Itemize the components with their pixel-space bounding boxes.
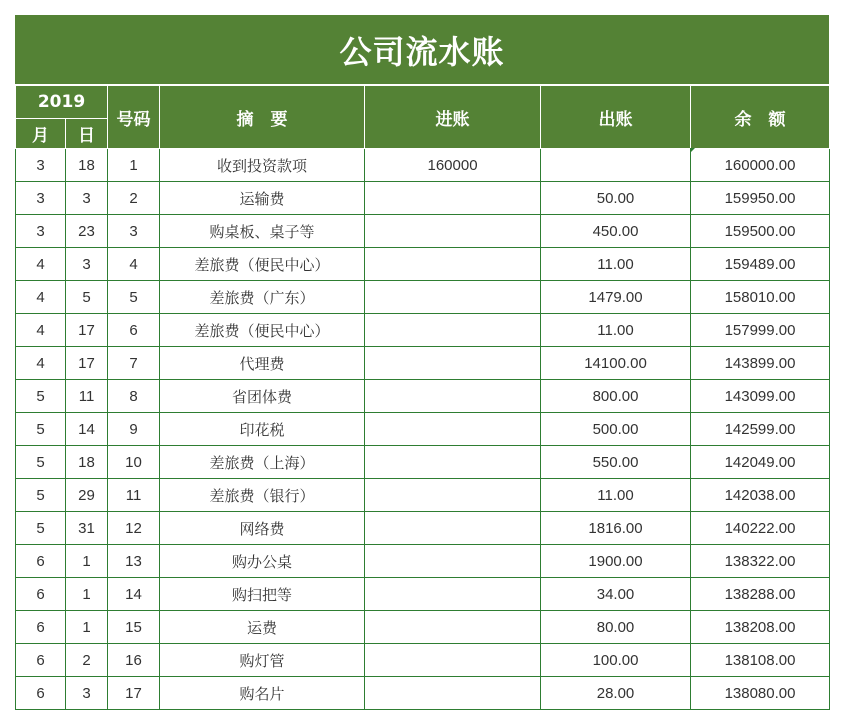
- cell-day[interactable]: 3: [66, 248, 108, 281]
- cell-expense[interactable]: 1900.00: [541, 545, 691, 578]
- table-row: [16, 644, 830, 677]
- cell-balance[interactable]: 142049.00: [691, 446, 830, 479]
- table-row: [16, 512, 830, 545]
- cell-month[interactable]: 5: [16, 413, 66, 446]
- cell-no[interactable]: 10: [108, 446, 160, 479]
- cell-month[interactable]: 4: [16, 314, 66, 347]
- ledger-sheet: [15, 15, 829, 710]
- cell-no[interactable]: 2: [108, 182, 160, 215]
- cell-income[interactable]: [365, 644, 541, 677]
- cell-summary[interactable]: 运输费: [160, 182, 365, 215]
- cell-day[interactable]: 14: [66, 413, 108, 446]
- cell-expense[interactable]: 50.00: [541, 182, 691, 215]
- cell-no[interactable]: 8: [108, 380, 160, 413]
- header-summary[interactable]: 摘 要: [160, 86, 365, 149]
- cell-month[interactable]: 5: [16, 446, 66, 479]
- cell-month[interactable]: 4: [16, 281, 66, 314]
- cell-summary[interactable]: 印花税: [160, 413, 365, 446]
- cell-day[interactable]: 29: [66, 479, 108, 512]
- cell-summary[interactable]: 差旅费（便民中心）: [160, 248, 365, 281]
- cell-balance[interactable]: 142599.00: [691, 413, 830, 446]
- cell-balance[interactable]: 158010.00: [691, 281, 830, 314]
- cell-no[interactable]: 12: [108, 512, 160, 545]
- cell-balance[interactable]: 157999.00: [691, 314, 830, 347]
- table-row: [16, 248, 830, 281]
- table-row: [16, 281, 830, 314]
- header-month[interactable]: 月: [16, 119, 66, 149]
- table-row: [16, 314, 830, 347]
- cell-balance[interactable]: 142038.00: [691, 479, 830, 512]
- table-row: [16, 677, 830, 710]
- cell-no[interactable]: 4: [108, 248, 160, 281]
- table-row: [16, 413, 830, 446]
- cell-expense[interactable]: 1816.00: [541, 512, 691, 545]
- cell-income[interactable]: [365, 446, 541, 479]
- cell-day[interactable]: 3: [66, 677, 108, 710]
- cell-income[interactable]: 160000: [365, 149, 541, 182]
- cell-day[interactable]: 23: [66, 215, 108, 248]
- cell-income[interactable]: [365, 347, 541, 380]
- cell-summary[interactable]: 省团体费: [160, 380, 365, 413]
- ledger-table: [15, 85, 830, 710]
- cell-expense[interactable]: 500.00: [541, 413, 691, 446]
- cell-income[interactable]: [365, 281, 541, 314]
- cell-balance[interactable]: 160000.00: [691, 149, 830, 182]
- cell-no[interactable]: 6: [108, 314, 160, 347]
- cell-expense[interactable]: 1479.00: [541, 281, 691, 314]
- cell-summary[interactable]: 收到投资款项: [160, 149, 365, 182]
- cell-summary[interactable]: 购灯管: [160, 644, 365, 677]
- cell-income[interactable]: [365, 314, 541, 347]
- cell-expense[interactable]: [541, 149, 691, 182]
- table-row: [16, 578, 830, 611]
- cell-expense[interactable]: 450.00: [541, 215, 691, 248]
- cell-income[interactable]: [365, 182, 541, 215]
- cell-summary[interactable]: 购桌板、桌子等: [160, 215, 365, 248]
- cell-summary[interactable]: 购名片: [160, 677, 365, 710]
- cell-summary[interactable]: 差旅费（上海）: [160, 446, 365, 479]
- cell-income[interactable]: [365, 512, 541, 545]
- cell-balance[interactable]: 159500.00: [691, 215, 830, 248]
- cell-summary[interactable]: 网络费: [160, 512, 365, 545]
- header-day[interactable]: 日: [66, 119, 108, 149]
- cell-month[interactable]: 5: [16, 512, 66, 545]
- cell-summary[interactable]: 差旅费（银行）: [160, 479, 365, 512]
- cell-expense[interactable]: 28.00: [541, 677, 691, 710]
- table-row: [16, 545, 830, 578]
- cell-summary[interactable]: 购扫把等: [160, 578, 365, 611]
- cell-income[interactable]: [365, 578, 541, 611]
- cell-balance[interactable]: 143099.00: [691, 380, 830, 413]
- cell-balance[interactable]: 138288.00: [691, 578, 830, 611]
- table-row: [16, 149, 830, 182]
- cell-balance[interactable]: 159950.00: [691, 182, 830, 215]
- cell-balance[interactable]: 138108.00: [691, 644, 830, 677]
- cell-income[interactable]: [365, 215, 541, 248]
- cell-no[interactable]: 13: [108, 545, 160, 578]
- cell-summary[interactable]: 购办公桌: [160, 545, 365, 578]
- cell-balance[interactable]: 138208.00: [691, 611, 830, 644]
- header-expense[interactable]: 出账: [541, 86, 691, 149]
- cell-day[interactable]: 1: [66, 545, 108, 578]
- cell-month[interactable]: 6: [16, 545, 66, 578]
- cell-month[interactable]: 4: [16, 347, 66, 380]
- table-row: [16, 380, 830, 413]
- cell-expense[interactable]: 11.00: [541, 314, 691, 347]
- cell-balance[interactable]: 138322.00: [691, 545, 830, 578]
- cell-income[interactable]: [365, 677, 541, 710]
- cell-no[interactable]: 11: [108, 479, 160, 512]
- cell-income[interactable]: [365, 413, 541, 446]
- header-income[interactable]: 进账: [365, 86, 541, 149]
- cell-summary[interactable]: 运费: [160, 611, 365, 644]
- table-row: [16, 446, 830, 479]
- cell-no[interactable]: 15: [108, 611, 160, 644]
- header-number[interactable]: 号码: [108, 86, 160, 149]
- cell-day[interactable]: 5: [66, 281, 108, 314]
- cell-no[interactable]: 7: [108, 347, 160, 380]
- table-row: [16, 611, 830, 644]
- cell-income[interactable]: [365, 611, 541, 644]
- cell-expense[interactable]: 34.00: [541, 578, 691, 611]
- cell-expense[interactable]: 11.00: [541, 248, 691, 281]
- cell-month[interactable]: 6: [16, 677, 66, 710]
- cell-month[interactable]: 6: [16, 578, 66, 611]
- cell-day[interactable]: 3: [66, 182, 108, 215]
- table-row: [16, 479, 830, 512]
- header-year[interactable]: 2019: [16, 86, 108, 119]
- cell-expense[interactable]: 800.00: [541, 380, 691, 413]
- cell-income[interactable]: [365, 545, 541, 578]
- sheet-title: 公司流水账: [15, 15, 829, 85]
- header-balance[interactable]: 余 额: [691, 86, 830, 149]
- cell-expense[interactable]: 100.00: [541, 644, 691, 677]
- table-row: [16, 182, 830, 215]
- cell-summary[interactable]: 代理费: [160, 347, 365, 380]
- cell-day[interactable]: 18: [66, 446, 108, 479]
- cell-income[interactable]: [365, 380, 541, 413]
- cell-day[interactable]: 2: [66, 644, 108, 677]
- cell-expense[interactable]: 550.00: [541, 446, 691, 479]
- cell-no[interactable]: 5: [108, 281, 160, 314]
- cell-expense[interactable]: 14100.00: [541, 347, 691, 380]
- cell-summary[interactable]: 差旅费（广东）: [160, 281, 365, 314]
- cell-no[interactable]: 16: [108, 644, 160, 677]
- cell-month[interactable]: 3: [16, 149, 66, 182]
- cell-day[interactable]: 18: [66, 149, 108, 182]
- cell-month[interactable]: 5: [16, 479, 66, 512]
- cell-no[interactable]: 9: [108, 413, 160, 446]
- table-row: [16, 215, 830, 248]
- cell-balance[interactable]: 143899.00: [691, 347, 830, 380]
- cell-summary[interactable]: 差旅费（便民中心）: [160, 314, 365, 347]
- cell-day[interactable]: 11: [66, 380, 108, 413]
- cell-month[interactable]: 6: [16, 611, 66, 644]
- cell-day[interactable]: 17: [66, 314, 108, 347]
- cell-day[interactable]: 1: [66, 611, 108, 644]
- cell-income[interactable]: [365, 479, 541, 512]
- cell-no[interactable]: 14: [108, 578, 160, 611]
- cell-balance[interactable]: 159489.00: [691, 248, 830, 281]
- cell-month[interactable]: 5: [16, 380, 66, 413]
- cell-day[interactable]: 31: [66, 512, 108, 545]
- cell-month[interactable]: 4: [16, 248, 66, 281]
- cell-expense[interactable]: 80.00: [541, 611, 691, 644]
- cell-month[interactable]: 6: [16, 644, 66, 677]
- cell-no[interactable]: 1: [108, 149, 160, 182]
- cell-no[interactable]: 17: [108, 677, 160, 710]
- cell-no[interactable]: 3: [108, 215, 160, 248]
- cell-balance[interactable]: 138080.00: [691, 677, 830, 710]
- cell-month[interactable]: 3: [16, 182, 66, 215]
- cell-day[interactable]: 17: [66, 347, 108, 380]
- cell-month[interactable]: 3: [16, 215, 66, 248]
- cell-expense[interactable]: 11.00: [541, 479, 691, 512]
- table-row: [16, 347, 830, 380]
- cell-income[interactable]: [365, 248, 541, 281]
- cell-balance[interactable]: 140222.00: [691, 512, 830, 545]
- cell-day[interactable]: 1: [66, 578, 108, 611]
